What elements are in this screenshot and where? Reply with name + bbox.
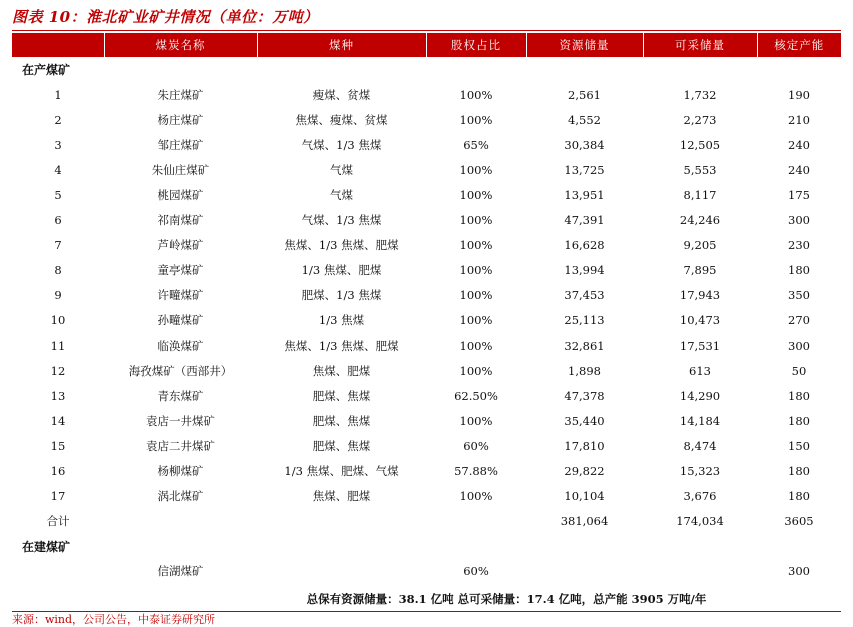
resource-reserve: 1,898: [568, 363, 601, 378]
recoverable-reserve: 2,273: [683, 112, 717, 127]
table-row: [12, 132, 841, 157]
coal-type: 1/3 焦煤、肥煤: [301, 263, 382, 278]
row-index: 1: [54, 87, 62, 102]
header-recoverable-reserve: 可采储量: [643, 33, 757, 57]
coal-type: 焦煤、1/3 焦煤、肥煤: [284, 238, 399, 253]
table-row: [12, 107, 841, 132]
row-index: 15: [50, 438, 66, 453]
coal-type: [257, 559, 426, 584]
section-row-construction: [12, 534, 841, 559]
equity-share: 60%: [463, 438, 489, 453]
equity-share: 65%: [463, 137, 489, 152]
header-equity-share: 股权占比: [426, 33, 526, 57]
resource-reserve: 13,994: [564, 263, 605, 278]
coal-type: 1/3 焦煤、肥煤、气煤: [284, 464, 399, 479]
row-index: 8: [54, 263, 62, 278]
coal-type: 气煤: [330, 162, 353, 177]
table-row: [12, 308, 841, 333]
section-label-construction: 在建煤矿: [22, 539, 71, 554]
resource-reserve: 32,861: [564, 338, 605, 353]
table-row: [12, 258, 841, 283]
bottom-divider: [12, 611, 841, 612]
row-index: 13: [50, 388, 66, 403]
equity-share: 60%: [463, 564, 489, 579]
approved-capacity: 150: [788, 438, 810, 453]
approved-capacity: 230: [788, 238, 810, 253]
table-row: [12, 182, 841, 207]
equity-share: 100%: [459, 87, 493, 102]
row-index: 4: [54, 162, 62, 177]
total-empty-type: [257, 509, 426, 534]
resource-reserve: 47,378: [564, 388, 605, 403]
mine-name: 邹庄煤矿: [157, 137, 204, 152]
table-row: [12, 408, 841, 433]
equity-share: 100%: [459, 338, 493, 353]
recoverable-reserve: 14,184: [679, 413, 721, 428]
resource-reserve: 13,951: [564, 188, 605, 203]
mine-name: 朱仙庄煤矿: [151, 162, 210, 177]
approved-capacity: 300: [788, 564, 810, 579]
approved-capacity: 50: [791, 363, 807, 378]
resource-reserve: 17,810: [564, 438, 605, 453]
recoverable-reserve: 1,732: [683, 87, 717, 102]
mine-name: 祁南煤矿: [157, 213, 204, 228]
row-index: 12: [50, 363, 66, 378]
recoverable-reserve: 7,895: [683, 263, 717, 278]
table-header-row: [12, 33, 841, 57]
total-empty-share: [426, 509, 526, 534]
equity-share: 100%: [459, 489, 493, 504]
table-row: [12, 208, 841, 233]
mine-name: 袁店一井煤矿: [146, 413, 215, 428]
mine-name: 童亭煤矿: [157, 263, 204, 278]
approved-capacity: 180: [788, 263, 810, 278]
resource-reserve: [526, 559, 643, 584]
table-row: [12, 459, 841, 484]
approved-capacity: 180: [788, 489, 810, 504]
table-row: [12, 283, 841, 308]
total-empty-name: [104, 509, 257, 534]
table-row: [12, 383, 841, 408]
mine-name: 许疃煤矿: [157, 288, 204, 303]
recoverable-reserve: 8,474: [683, 438, 717, 453]
equity-share: 100%: [459, 263, 493, 278]
row-index: 5: [54, 188, 62, 203]
recoverable-reserve: 17,943: [679, 288, 721, 303]
total-capacity: 3605: [784, 514, 814, 529]
approved-capacity: 240: [788, 162, 810, 177]
resource-reserve: 35,440: [564, 413, 605, 428]
recoverable-reserve: 613: [689, 363, 711, 378]
mine-name: 芦岭煤矿: [157, 238, 204, 253]
mine-name: 青东煤矿: [157, 388, 204, 403]
approved-capacity: 300: [788, 213, 810, 228]
table-row: [12, 157, 841, 182]
approved-capacity: 210: [788, 112, 810, 127]
table-row: [12, 233, 841, 258]
approved-capacity: 180: [788, 413, 810, 428]
figure-title: 图表 10：淮北矿业矿井情况（单位：万吨）: [12, 8, 319, 26]
resource-reserve: 10,104: [564, 489, 605, 504]
header-mine-name: 煤炭名称: [104, 33, 257, 57]
equity-share: 62.50%: [454, 388, 498, 403]
mine-name: 海孜煤矿（西部井）: [128, 363, 233, 378]
row-index: 10: [50, 313, 66, 328]
coal-type: 气煤、1/3 焦煤: [301, 213, 382, 228]
recoverable-reserve: 24,246: [679, 213, 721, 228]
summary-note: 总保有资源储量：38.1 亿吨 总可采储量：17.4 亿吨，总产能 3905 万吨/年: [306, 592, 707, 606]
section-row-producing: [12, 57, 841, 82]
resource-reserve: 29,822: [564, 464, 605, 479]
mine-name: 信湖煤矿: [157, 564, 204, 579]
equity-share: 100%: [459, 363, 493, 378]
resource-reserve: 37,453: [564, 288, 605, 303]
mine-name: 朱庄煤矿: [157, 87, 204, 102]
coal-type: 气煤、1/3 焦煤: [301, 137, 382, 152]
coal-type: 肥煤、焦煤: [312, 438, 371, 453]
equity-share: 100%: [459, 238, 493, 253]
equity-share: 100%: [459, 313, 493, 328]
equity-share: 100%: [459, 213, 493, 228]
mine-name: 孙疃煤矿: [157, 313, 204, 328]
approved-capacity: 300: [788, 338, 810, 353]
mine-name: 杨庄煤矿: [157, 112, 204, 127]
recoverable-reserve: 3,676: [683, 489, 717, 504]
table-row: [12, 433, 841, 458]
resource-reserve: 30,384: [564, 137, 605, 152]
recoverable-reserve: 15,323: [679, 464, 721, 479]
coal-type: 肥煤、焦煤: [312, 388, 371, 403]
total-label: 合计: [46, 514, 70, 529]
recoverable-reserve: 10,473: [679, 313, 721, 328]
table-row: [12, 358, 841, 383]
approved-capacity: 175: [788, 188, 810, 203]
resource-reserve: 4,552: [568, 112, 601, 127]
coal-type: 焦煤、瘦煤、贫煤: [295, 112, 388, 127]
recoverable-reserve: 14,290: [679, 388, 721, 403]
coal-type: 焦煤、肥煤: [312, 363, 371, 378]
recoverable-reserve: 17,531: [679, 338, 721, 353]
table-row-construction: [12, 559, 841, 584]
row-index: [12, 559, 104, 584]
row-index: 2: [54, 112, 62, 127]
resource-reserve: 47,391: [564, 213, 605, 228]
title-divider: [12, 30, 841, 31]
mine-name: 涡北煤矿: [157, 489, 204, 504]
equity-share: 100%: [459, 188, 493, 203]
coal-type: 肥煤、焦煤: [312, 413, 371, 428]
header-coal-type: 煤种: [257, 33, 426, 57]
coal-type: 1/3 焦煤: [318, 313, 365, 328]
row-index: 11: [50, 338, 66, 353]
row-index: 16: [50, 464, 66, 479]
recoverable-reserve: 8,117: [683, 188, 717, 203]
approved-capacity: 350: [788, 288, 810, 303]
table-row: [12, 333, 841, 358]
coal-type: 瘦煤、贫煤: [312, 87, 371, 102]
approved-capacity: 190: [788, 87, 810, 102]
coal-type: 焦煤、肥煤: [312, 489, 371, 504]
recoverable-reserve: 9,205: [683, 238, 717, 253]
approved-capacity: 240: [788, 137, 810, 152]
row-index: 9: [54, 288, 62, 303]
equity-share: 100%: [459, 162, 493, 177]
equity-share: 100%: [459, 288, 493, 303]
equity-share: 100%: [459, 413, 493, 428]
header-approved-capacity: 核定产能: [757, 33, 841, 57]
approved-capacity: 180: [788, 388, 810, 403]
row-index: 7: [54, 238, 62, 253]
recoverable-reserve: 12,505: [679, 137, 721, 152]
row-index: 14: [50, 413, 66, 428]
total-resource: 381,064: [560, 514, 609, 529]
resource-reserve: 13,725: [564, 162, 605, 177]
resource-reserve: 25,113: [564, 313, 605, 328]
coal-type: 肥煤、1/3 焦煤: [301, 288, 382, 303]
coal-type: 焦煤、1/3 焦煤、肥煤: [284, 338, 399, 353]
equity-share: 57.88%: [454, 464, 498, 479]
row-index: 17: [50, 489, 66, 504]
resource-reserve: 16,628: [564, 238, 605, 253]
section-label-producing: 在产煤矿: [22, 63, 71, 78]
equity-share: 100%: [459, 112, 493, 127]
table-row: [12, 484, 841, 509]
coal-type: 气煤: [330, 188, 353, 203]
recoverable-reserve: 5,553: [683, 162, 717, 177]
recoverable-reserve: [643, 559, 757, 584]
total-recoverable: 174,034: [676, 514, 724, 529]
source-note: 来源：wind，公司公告，中泰证券研究所: [12, 613, 216, 626]
total-row: [12, 509, 841, 534]
mines-table: [12, 33, 841, 584]
row-index: 3: [54, 137, 62, 152]
approved-capacity: 270: [788, 313, 810, 328]
header-index: [12, 33, 104, 57]
mine-name: 袁店二井煤矿: [146, 438, 215, 453]
row-index: 6: [54, 213, 62, 228]
resource-reserve: 2,561: [568, 87, 601, 102]
header-resource-reserve: 资源储量: [526, 33, 643, 57]
mine-name: 桃园煤矿: [157, 188, 204, 203]
table-row: [12, 82, 841, 107]
approved-capacity: 180: [788, 464, 810, 479]
mine-name: 杨柳煤矿: [157, 464, 204, 479]
mine-name: 临涣煤矿: [157, 338, 204, 353]
